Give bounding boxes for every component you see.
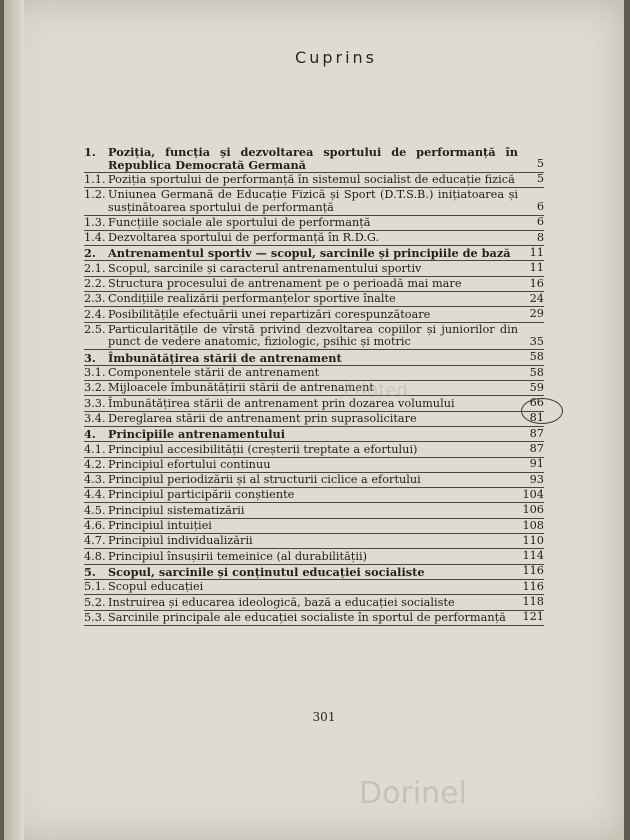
toc-entry-title: Componentele stării de antrenament	[108, 366, 320, 380]
toc-entry-page: 24	[529, 291, 544, 305]
book-page	[4, 0, 624, 840]
toc-section-entry	[84, 324, 544, 351]
toc-entry-title: Posibilitățile efectuării unei repartizări corespunzătoare	[108, 307, 431, 321]
toc-section-entry	[84, 263, 544, 277]
toc-section-entry	[84, 459, 544, 473]
toc-entry-title: Principiul sistematizării	[108, 503, 245, 517]
toc-entry-page: 116	[522, 564, 544, 578]
toc-entry-title: Îmbunătățirea stării de antrenament prin dozarea volumului	[108, 396, 455, 410]
toc-entry-page: 11	[529, 245, 544, 259]
page-number: 301	[312, 710, 336, 724]
toc-section-entry	[84, 520, 544, 534]
toc-entry-number: 2.4.	[84, 307, 106, 321]
toc-entry-number: 1.2.	[84, 188, 106, 202]
toc-chapter-entry	[84, 247, 544, 261]
toc-section-entry	[84, 217, 544, 231]
toc-entry-number: 4.7.	[84, 534, 106, 548]
toc-entry-number: 5.1.	[84, 580, 106, 594]
toc-entry-title: Particularitățile de vîrstă privind dezvoltarea copiilor și juniorilor din punct de vedere anatomic, fiziologic, psihic și motric	[108, 322, 518, 349]
toc-entry-title: Principiul intuiției	[108, 519, 212, 533]
toc-entry-title: Principiul însușirii temeinice (al durabilității)	[108, 549, 367, 563]
toc-entry-title: Poziția sportului de performanță în sistemul socialist de educație fizică	[108, 172, 515, 186]
toc-chapter-entry	[84, 566, 544, 580]
toc-section-entry	[84, 367, 544, 381]
toc-entry-title: Poziția, funcția și dezvoltarea sportului de performanță în Republica Democrată Germană	[108, 145, 518, 172]
toc-section-entry	[84, 535, 544, 549]
toc-entry-page: 87	[529, 426, 544, 440]
toc-entry-number: 2.	[84, 246, 96, 261]
toc-section-entry	[84, 581, 544, 595]
toc-entry-title: Principiile antrenamentului	[108, 427, 286, 442]
toc-entry-title: Principiul individualizării	[108, 534, 253, 548]
toc-entry-number: 4.	[84, 427, 96, 442]
toc-entry-title: Principiul efortului continuu	[108, 457, 271, 471]
toc-entry-number: 2.2.	[84, 277, 106, 291]
toc-entry-number: 1.4.	[84, 231, 106, 245]
toc-section-entry	[84, 398, 544, 412]
toc-entry-number: 4.4.	[84, 488, 106, 502]
toc-entry-page: 6	[536, 215, 544, 229]
toc-chapter-entry	[84, 352, 544, 366]
toc-entry-title: Dezvoltarea sportului de performanță în R.D.G.	[108, 231, 380, 245]
toc-entry-title: Mijloacele îmbunătățirii stării de antrenament	[108, 381, 374, 395]
toc-section-entry	[84, 293, 544, 307]
toc-section-entry	[84, 189, 544, 216]
toc-entry-number: 4.2.	[84, 457, 106, 471]
toc-entry-title: Instruirea și educarea ideologică, bază a educației socialiste	[108, 595, 455, 609]
toc-section-entry	[84, 309, 544, 323]
toc-entry-page: 118	[522, 595, 544, 609]
toc-section-entry	[84, 551, 544, 565]
toc-entry-page: 66	[529, 396, 544, 410]
toc-entry-page: 93	[529, 472, 544, 486]
toc-entry-page: 104	[522, 487, 544, 501]
toc-entry-title: Scopul educației	[108, 580, 204, 594]
toc-section-entry	[84, 505, 544, 519]
toc-entry-number: 2.5.	[84, 322, 106, 336]
toc-entry-number: 2.1.	[84, 261, 106, 275]
toc-entry-number: 1.1.	[84, 172, 106, 186]
toc-entry-number: 5.	[84, 564, 96, 579]
toc-entry-page: 5	[536, 172, 544, 186]
toc-entry-page: 6	[536, 200, 544, 214]
watermark-logo: Dorinel	[359, 776, 467, 811]
toc-chapter-entry	[84, 146, 544, 173]
toc-entry-page: 58	[529, 350, 544, 364]
toc-entry-page: 110	[522, 533, 544, 547]
toc-entry-number: 3.1.	[84, 366, 106, 380]
toc-entry-number: 2.3.	[84, 292, 106, 306]
toc-section-entry	[84, 474, 544, 488]
toc-section-entry	[84, 232, 544, 246]
toc-entry-title: Principiul accesibilității (creșterii treptate a efortului)	[108, 442, 418, 456]
toc-entry-page: 16	[529, 276, 544, 290]
toc-entry-number: 4.3.	[84, 473, 106, 487]
toc-entry-number: 3.	[84, 350, 96, 365]
toc-entry-page: 87	[529, 442, 544, 456]
toc-entry-title: Sarcinile principale ale educației socialiste în sportul de performanță	[108, 610, 506, 624]
toc-entry-page: 121	[522, 610, 544, 624]
toc-entry-title: Antrenamentul sportiv — scopul, sarcinile și principiile de bază	[108, 246, 511, 261]
toc-entry-title: Uniunea Germană de Educație Fizică și Sport (D.T.S.B.) inițiatoarea și susținătoarea sportului de performanță	[108, 188, 518, 214]
toc-entry-number: 4.8.	[84, 549, 106, 563]
toc-entry-page: 5	[536, 157, 544, 170]
toc-entry-number: 5.2.	[84, 595, 106, 609]
toc-entry-page: 114	[522, 549, 544, 563]
toc-entry-page: 116	[522, 579, 544, 593]
toc-section-entry	[84, 174, 544, 188]
toc-entry-page: 81	[529, 411, 544, 425]
toc-entry-title: Condițiile realizării performanțelor sportive înalte	[108, 292, 396, 306]
toc-entry-number: 4.5.	[84, 503, 106, 517]
toc-entry-number: 4.6.	[84, 519, 106, 533]
toc-entry-page: 59	[529, 380, 544, 394]
toc-entry-page: 35	[529, 334, 544, 348]
toc-chapter-entry	[84, 428, 544, 442]
toc-entry-number: 3.3.	[84, 396, 106, 410]
toc-entry-number: 1.	[84, 145, 96, 159]
watermark-text: Printed	[344, 380, 408, 401]
table-of-contents	[84, 146, 544, 627]
toc-entry-page: 29	[529, 307, 544, 321]
toc-section-entry	[84, 612, 544, 626]
toc-entry-page: 8	[536, 230, 544, 244]
toc-entry-title: Scopul, sarcinile și caracterul antrenamentului sportiv	[108, 261, 422, 275]
page-title: Cuprins	[295, 48, 377, 67]
toc-section-entry	[84, 489, 544, 503]
toc-entry-title: Scopul, sarcinile și conținutul educației socialiste	[108, 564, 425, 579]
toc-entry-number: 4.1.	[84, 442, 106, 456]
toc-entry-page: 58	[529, 365, 544, 379]
toc-entry-title: Îmbunătățirea stării de antrenament	[108, 350, 342, 365]
hand-drawn-circle-mark	[521, 398, 563, 424]
toc-entry-number: 3.4.	[84, 411, 106, 425]
toc-section-entry	[84, 597, 544, 611]
toc-entry-title: Dereglarea stării de antrenament prin suprasolicitare	[108, 411, 417, 425]
toc-section-entry	[84, 413, 544, 427]
toc-section-entry	[84, 278, 544, 292]
toc-entry-number: 1.3.	[84, 215, 106, 229]
toc-section-entry	[84, 382, 544, 396]
toc-entry-page: 91	[529, 457, 544, 471]
toc-entry-page: 108	[522, 518, 544, 532]
toc-entry-title: Principiul participării conștiente	[108, 488, 295, 502]
toc-entry-page: 106	[522, 503, 544, 517]
toc-section-entry	[84, 444, 544, 458]
toc-entry-number: 3.2.	[84, 381, 106, 395]
toc-entry-title: Structura procesului de antrenament pe o perioadă mai mare	[108, 277, 462, 291]
toc-entry-title: Principiul periodizării și al structurii ciclice a efortului	[108, 473, 421, 487]
toc-entry-number: 5.3.	[84, 610, 106, 624]
toc-entry-title: Funcțiile sociale ale sportului de performanță	[108, 215, 371, 229]
toc-entry-page: 11	[529, 261, 544, 275]
